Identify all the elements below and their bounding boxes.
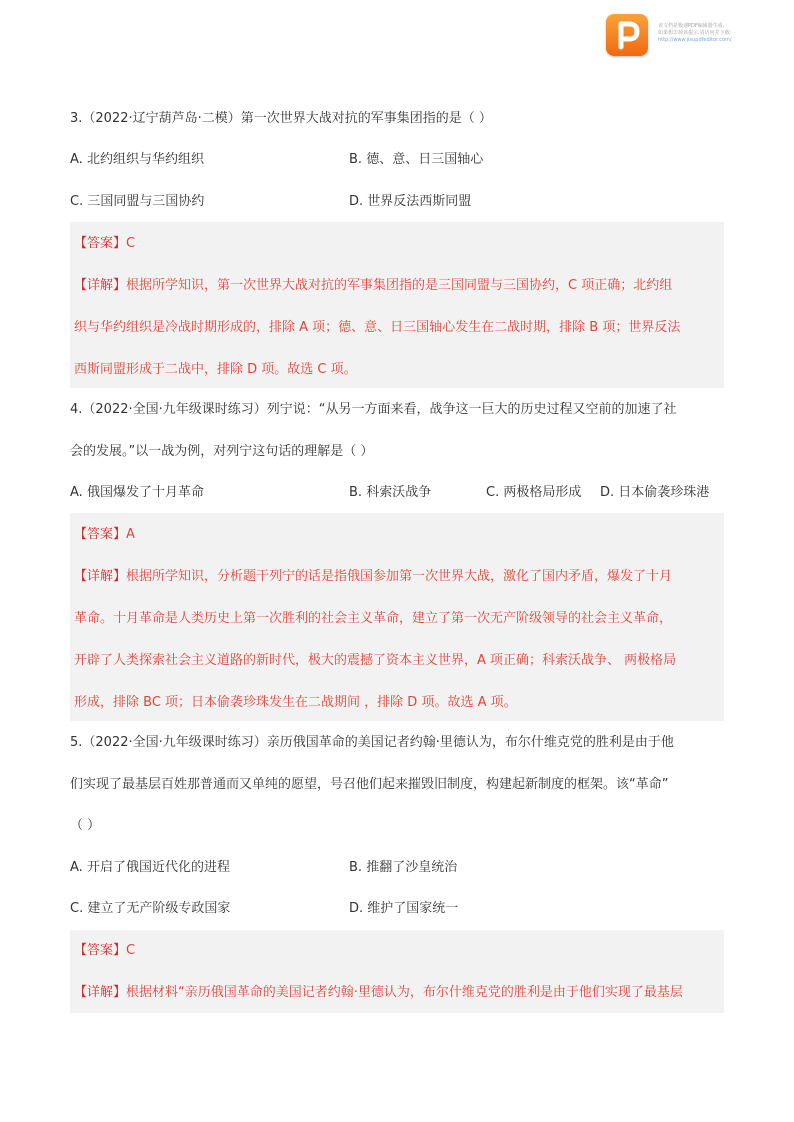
q5-number: 5.: [70, 735, 83, 750]
q3-detail-line-1: 【详解】根据所学知识，第一次世界大战对抗的军事集团指的是三国同盟与三国协约，C 项正确；北约组: [74, 278, 673, 293]
q4-option-d: D. 日本偷袭珍珠港: [600, 485, 710, 500]
q5-stem-line-1: 5.（2022·全国·九年级课时练习）亲历俄国革命的美国记者约翰·里德认为，布尔什维克党的胜利是由于他: [70, 735, 674, 750]
q4-stem-line-2: 会的发展。”以一战为例，对列宁这句话的理解是（ ）: [70, 444, 374, 459]
q5-option-c: C. 建立了无产阶级专政国家: [70, 901, 231, 916]
pdf-editor-logo-icon: [606, 14, 648, 56]
q4-answer: 【答案】A: [74, 527, 135, 542]
q4-answer-box: [70, 513, 724, 721]
q4-detail-line-2: 革命。十月革命是人类历史上第一次胜利的社会主义革命，建立了第一次无产阶级领导的社会主义革命，: [74, 611, 673, 626]
watermark-url: http://www.jisupdfeditor.com/: [658, 37, 732, 43]
q4-option-c: C. 两极格局形成: [486, 485, 582, 500]
q3-number: 3.: [70, 111, 83, 126]
q5-option-d: D. 维护了国家统一: [349, 901, 459, 916]
q4-answer-value: A: [126, 527, 135, 542]
watermark-line-1: 该文档是极速PDF编辑器生成,: [658, 23, 725, 29]
q3-option-c: C. 三国同盟与三国协约: [70, 194, 205, 209]
pdf-editor-watermark: [606, 14, 786, 60]
q3-detail-line-3: 西斯同盟形成于二战中，排除 D 项。故选 C 项。: [74, 362, 357, 377]
q3-option-a: A. 北约组织与华约组织: [70, 152, 204, 167]
watermark-text: [658, 23, 788, 44]
q4-stem-line-1: 4.（2022·全国·九年级课时练习）列宁说：“从另一方面来看，战争这一巨大的历史过程又空前的加速了社: [70, 402, 677, 417]
q4-option-b: B. 科索沃战争: [349, 485, 432, 500]
q5-answer-value: C: [126, 943, 136, 958]
q4-detail-line-4: 形成，排除 BC 项；日本偷袭珍珠发生在二战期间 ，排除 D 项。故选 A 项。: [74, 695, 517, 710]
q3-detail-line-2: 织与华约组织是冷战时期形成的，排除 A 项；德、意、日三国轴心发生在二战时期，排除 B 项；世界反法: [74, 320, 681, 335]
q5-answer-box: [70, 930, 724, 1013]
q3-stem-text: （2022·辽宁葫芦岛·二模）第一次世界大战对抗的军事集团指的是（ ）: [82, 111, 492, 126]
q5-stem-line-3: （ ）: [70, 818, 101, 833]
watermark-line-2: 如果想去掉该提示,请访问并下载:: [658, 30, 732, 36]
q4-detail-line-3: 开辟了人类探索社会主义道路的新时代，极大的震撼了资本主义世界，A 项正确；科索沃战争、 两极格局: [74, 653, 677, 668]
q4-option-a: A. 俄国爆发了十月革命: [70, 485, 204, 500]
q5-option-a: A. 开启了俄国近代化的进程: [70, 860, 230, 875]
q3-stem: [70, 110, 724, 128]
q3-option-d: D. 世界反法西斯同盟: [349, 194, 472, 209]
q5-answer: 【答案】C: [74, 943, 136, 958]
q5-detail-line-1: 【详解】根据材料“亲历俄国革命的美国记者约翰·里德认为，布尔什维克党的胜利是由于他们实现了最基层: [74, 985, 683, 1000]
q3-answer: 【答案】C: [74, 236, 136, 251]
q3-option-b: B. 德、意、日三国轴心: [349, 152, 484, 167]
q5-option-b: B. 推翻了沙皇统治: [349, 860, 458, 875]
q4-detail-line-1: 【详解】根据所学知识，分析题干列宁的话是指俄国参加第一次世界大战，激化了国内矛盾，爆发了十月: [74, 569, 673, 584]
q4-number: 4.: [70, 402, 83, 417]
q3-answer-box: [70, 222, 724, 388]
q5-stem-line-2: 们实现了最基层百姓那普通而又单纯的愿望，号召他们起来摧毁旧制度，构建起新制度的框架。该“革命”: [70, 777, 669, 792]
q3-answer-value: C: [126, 236, 136, 251]
